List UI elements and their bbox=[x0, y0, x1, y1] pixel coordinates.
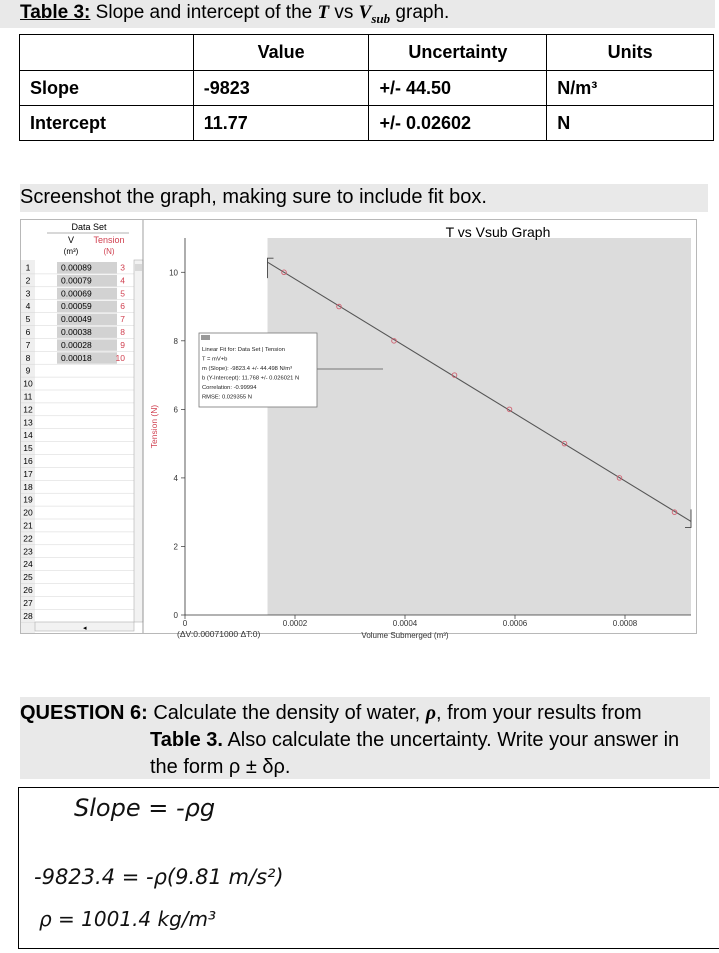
row-number: 18 bbox=[23, 481, 33, 492]
x-tick-label: 0.0004 bbox=[392, 619, 418, 628]
row-number: 22 bbox=[23, 533, 33, 544]
hscroll-left-arrow-icon[interactable]: ◂ bbox=[83, 625, 87, 632]
row-number: 3 bbox=[25, 288, 31, 299]
row-number: 4 bbox=[25, 301, 31, 312]
row-number: 11 bbox=[23, 391, 33, 402]
handwritten-line-2: -9823.4 = -ρ(9.81 m/s²) bbox=[34, 865, 284, 889]
chart-area bbox=[149, 224, 691, 640]
fit-box-line: Correlation: -0.99994 bbox=[202, 385, 257, 391]
row-number: 26 bbox=[23, 585, 33, 595]
row-number: 13 bbox=[23, 417, 33, 428]
y-tick-label: 0 bbox=[173, 611, 178, 620]
fit-box-line: Linear Fit for: Data Set | Tension bbox=[202, 347, 285, 353]
table-row bbox=[20, 71, 714, 106]
fit-box-handle-icon bbox=[201, 335, 210, 340]
y-tick-label: 10 bbox=[169, 268, 178, 278]
row-number: 12 bbox=[23, 404, 33, 415]
x-tick-label: 0 bbox=[182, 619, 188, 628]
tension-cell: 8 bbox=[120, 327, 125, 337]
tension-cell: 6 bbox=[120, 301, 125, 312]
y-tick-label: 2 bbox=[173, 542, 178, 552]
v-cell: 0.00069 bbox=[61, 288, 92, 299]
row-number: 10 bbox=[23, 378, 33, 389]
col-v-name: V bbox=[67, 235, 75, 245]
y-tick-label: 6 bbox=[173, 405, 178, 415]
row-number: 8 bbox=[25, 352, 31, 363]
row-number: 7 bbox=[25, 339, 31, 350]
row-number: 16 bbox=[23, 456, 33, 466]
analysis-region bbox=[268, 238, 692, 615]
fit-box-line: RMSE: 0.029355 N bbox=[202, 394, 252, 401]
row-number: 5 bbox=[25, 314, 31, 325]
row-value: -9823 bbox=[193, 71, 369, 106]
row-number: 6 bbox=[25, 327, 31, 337]
question-line-2: Table 3. Also calculate the uncertainty. Write your answer in bbox=[150, 729, 680, 751]
tension-cell: 10 bbox=[115, 352, 125, 363]
v-cell: 0.00089 bbox=[61, 262, 92, 273]
graph-canvas bbox=[21, 220, 696, 640]
v-cell: 0.00059 bbox=[61, 301, 92, 312]
row-number: 25 bbox=[23, 572, 33, 583]
row-number: 1 bbox=[25, 262, 31, 273]
x-tick-label: 0.0008 bbox=[612, 619, 638, 628]
row-number: 24 bbox=[23, 559, 33, 570]
fit-box-line: b (Y-Intercept): 11.768 +/- 0.026021 N bbox=[202, 375, 300, 382]
tension-cell: 9 bbox=[120, 339, 125, 350]
screenshot-instruction: Screenshot the graph, making sure to include fit box. bbox=[20, 186, 487, 208]
row-units: N bbox=[547, 106, 714, 141]
y-tick-label: 4 bbox=[173, 473, 178, 483]
row-name: Intercept bbox=[20, 106, 194, 141]
row-number: 14 bbox=[23, 430, 33, 441]
delta-readout: (ΔV:0.00071000 ΔT:0) bbox=[177, 629, 261, 639]
row-number: 21 bbox=[23, 520, 33, 531]
x-axis-label: Volume Submerged (m³) bbox=[361, 631, 449, 640]
question-line-3: the form ρ ± δρ. bbox=[150, 756, 291, 778]
tension-cell: 7 bbox=[120, 314, 125, 325]
row-name: Slope bbox=[20, 71, 194, 106]
handwriting-layer bbox=[19, 788, 719, 948]
x-tick-label: 0.0006 bbox=[502, 619, 528, 628]
col-v-unit: (m³) bbox=[63, 247, 79, 256]
data-set-title: Data Set bbox=[71, 222, 107, 232]
v-cell: 0.00018 bbox=[61, 352, 92, 363]
question-6 bbox=[20, 700, 710, 781]
header-value: Value bbox=[193, 35, 369, 71]
scrollbar-thumb[interactable] bbox=[135, 264, 142, 271]
tension-cell: 4 bbox=[120, 275, 125, 286]
tension-cell: 3 bbox=[120, 262, 125, 273]
answer-box[interactable] bbox=[18, 787, 719, 949]
row-number: 28 bbox=[23, 610, 33, 621]
row-number: 23 bbox=[23, 546, 33, 557]
question-line-1: QUESTION 6: Calculate the density of water, ρ, from your results from bbox=[20, 702, 642, 724]
header-uncertainty: Uncertainty bbox=[369, 35, 547, 71]
table-row bbox=[20, 106, 714, 141]
chart-title: T vs Vsub Graph bbox=[445, 224, 551, 240]
col-tension-name: Tension bbox=[93, 235, 125, 245]
row-value: 11.77 bbox=[193, 106, 369, 141]
row-number: 9 bbox=[25, 365, 31, 376]
data-table-scrollbar[interactable] bbox=[134, 260, 143, 622]
row-number: 15 bbox=[23, 443, 33, 454]
graph-screenshot bbox=[20, 219, 697, 640]
fit-box-line: m (Slope): -9823.4 +/- 44.498 N/m³ bbox=[202, 366, 293, 372]
header-blank bbox=[20, 35, 194, 71]
v-cell: 0.00028 bbox=[61, 339, 92, 350]
results-table bbox=[19, 34, 714, 141]
row-number: 20 bbox=[23, 507, 33, 518]
y-axis-label: Tension (N) bbox=[149, 404, 159, 449]
fit-box-line: T = mV+b bbox=[202, 356, 228, 363]
table-caption: Table 3: Slope and intercept of the T vs $V_{sub}$ graph. bbox=[20, 2, 450, 26]
row-units: N/m³ bbox=[547, 71, 714, 106]
x-tick-label: 0.0002 bbox=[282, 619, 308, 628]
tension-cell: 5 bbox=[120, 288, 125, 299]
header-units: Units bbox=[547, 35, 714, 71]
v-cell: 0.00079 bbox=[61, 275, 92, 286]
col-tension-unit: (N) bbox=[103, 247, 115, 256]
row-number: 27 bbox=[23, 597, 33, 608]
handwritten-line-1: Slope = -ρg bbox=[74, 794, 216, 822]
row-number: 19 bbox=[23, 494, 33, 505]
v-cell: 0.00049 bbox=[61, 314, 92, 325]
table-header-row bbox=[20, 35, 714, 71]
v-cell: 0.00038 bbox=[61, 327, 92, 337]
row-number: 2 bbox=[25, 275, 31, 286]
row-uncertainty: +/- 0.02602 bbox=[369, 106, 547, 141]
row-uncertainty: +/- 44.50 bbox=[369, 71, 547, 106]
y-tick-label: 8 bbox=[173, 336, 178, 346]
handwritten-line-3: ρ = 1001.4 kg/m³ bbox=[39, 907, 217, 931]
row-number: 17 bbox=[23, 468, 33, 479]
